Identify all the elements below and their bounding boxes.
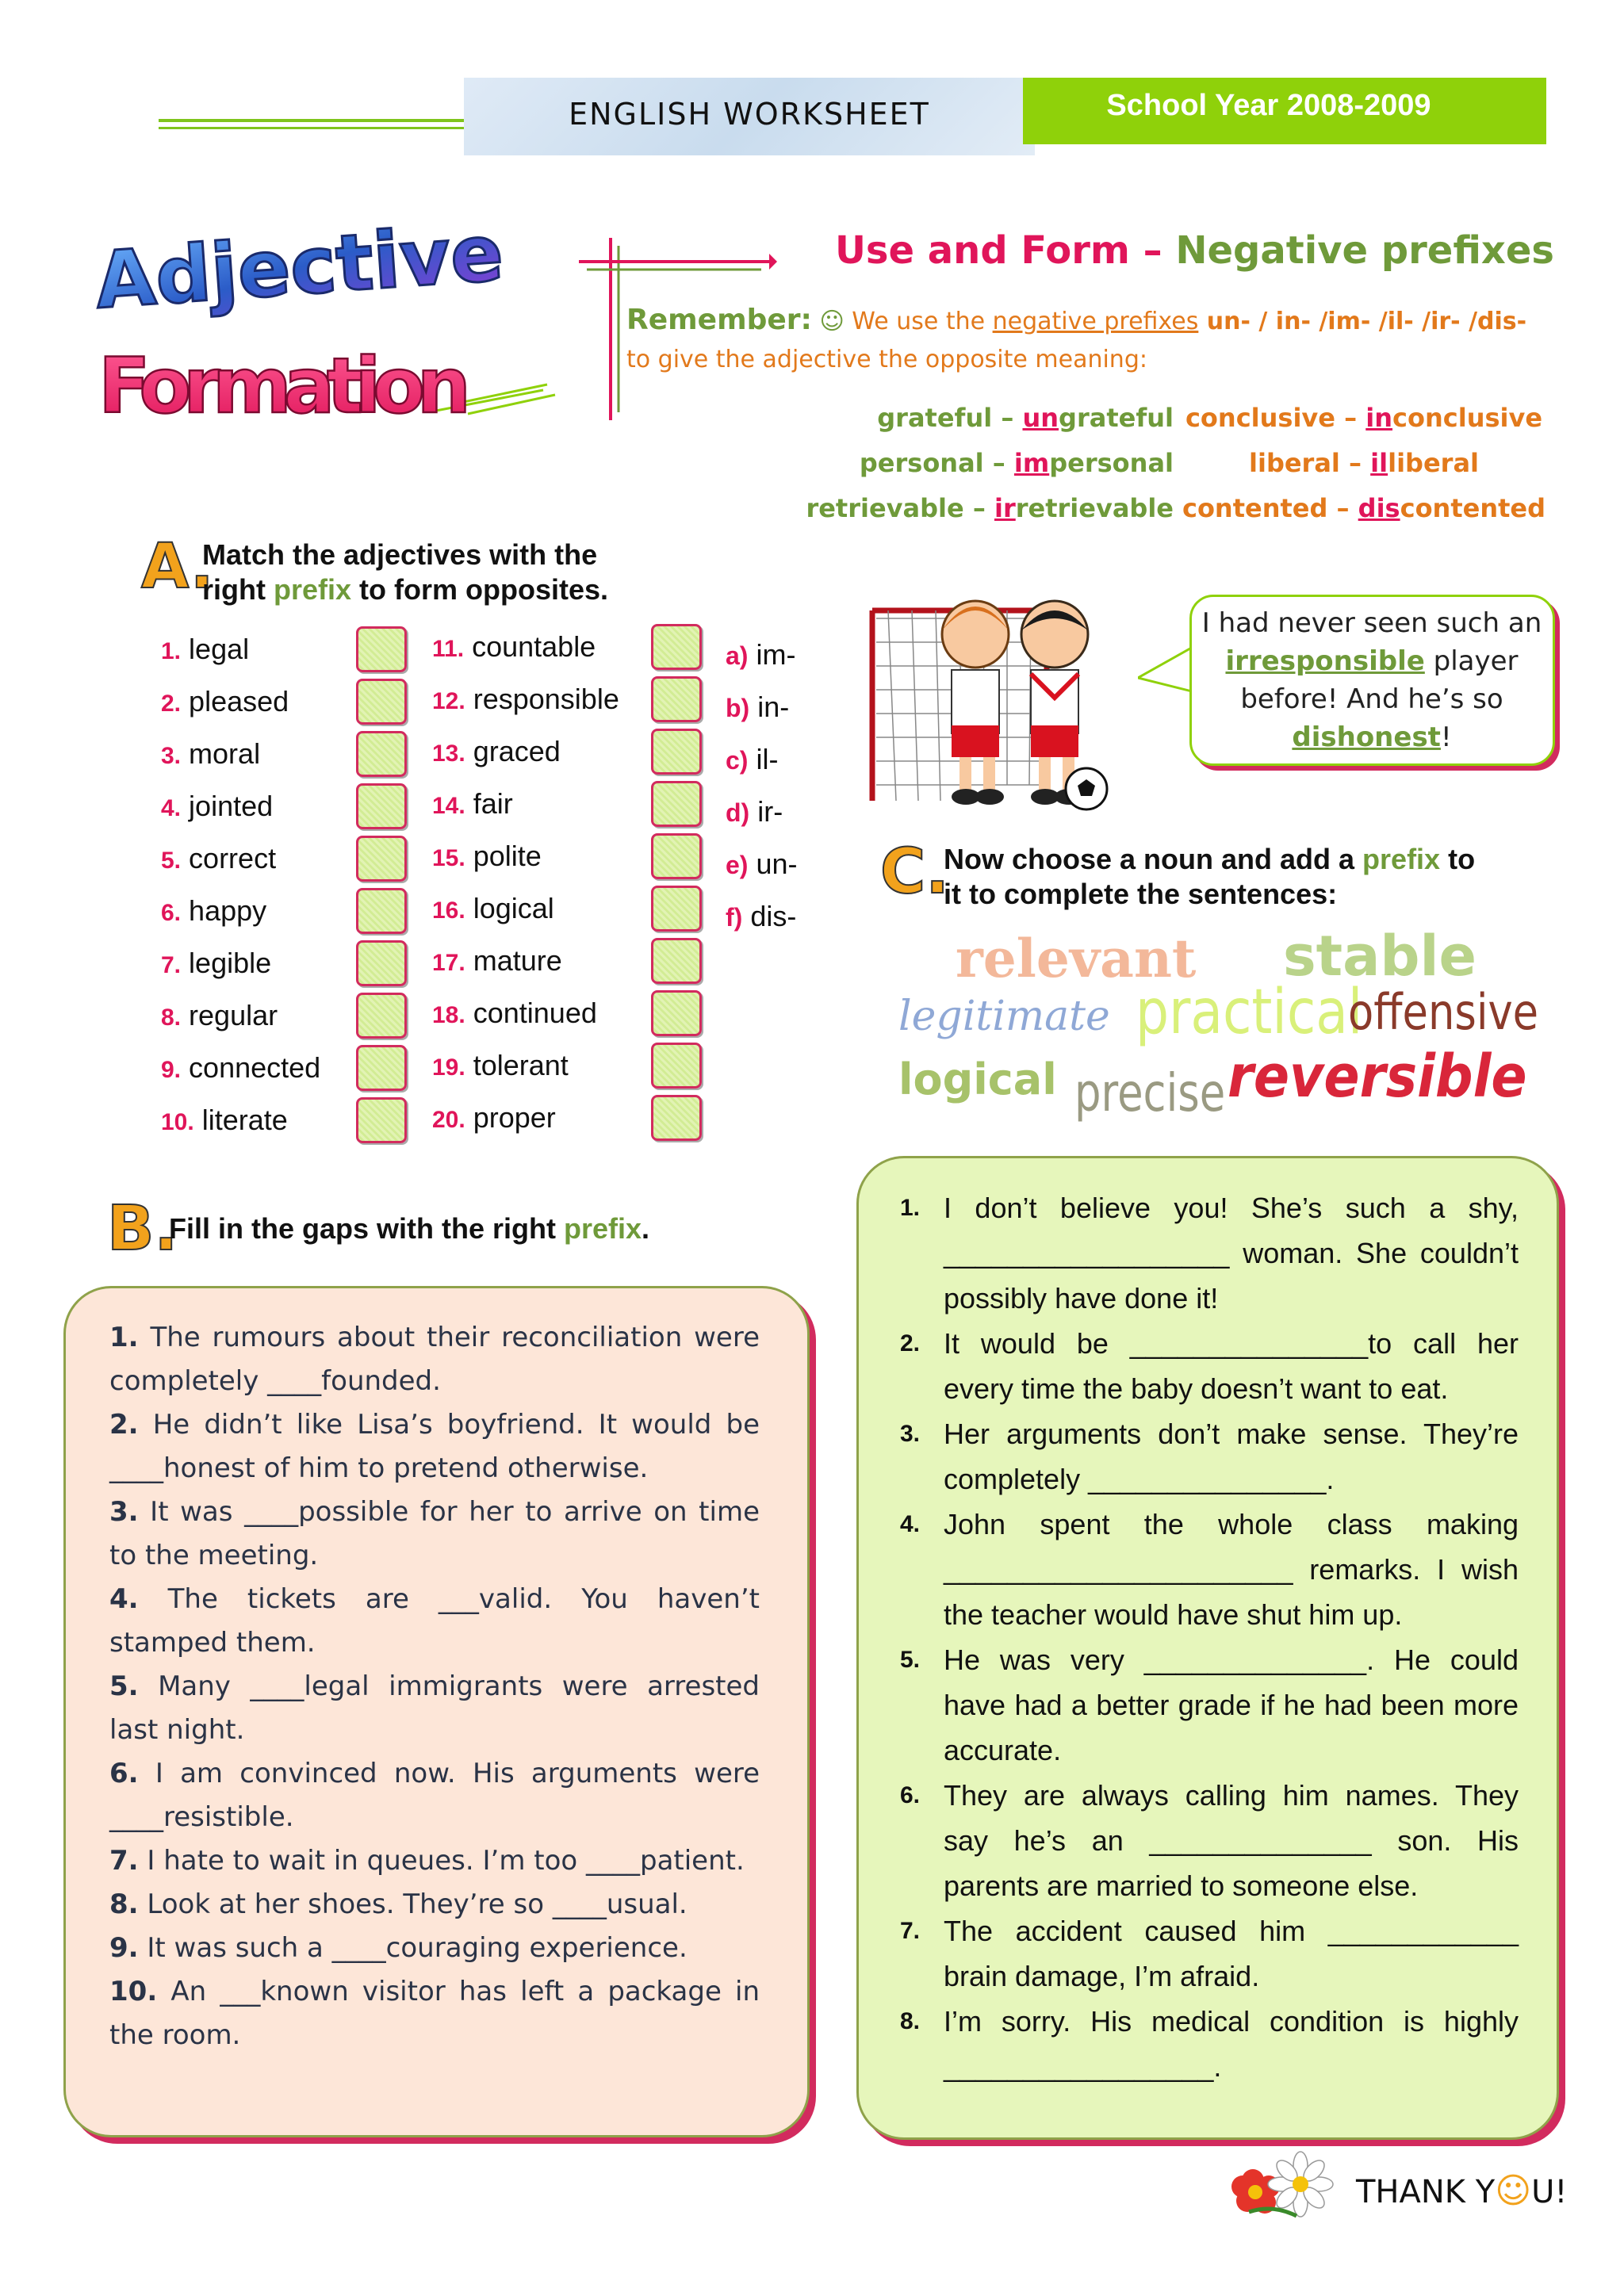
item-number: 6. (109, 1758, 139, 1789)
adjective-item (161, 999, 407, 1051)
section-a-letter: A. (141, 531, 214, 603)
item-number: 9. (109, 1932, 139, 1964)
adjective-item (161, 1104, 407, 1156)
item-number: 12. (432, 688, 465, 714)
answer-box[interactable] (651, 938, 702, 984)
adjective-item (432, 944, 702, 997)
option-letter: b) (726, 694, 750, 722)
item-number: 1. (161, 638, 182, 664)
word-precise: precise (1074, 1062, 1226, 1123)
word-stable: stable (1283, 924, 1477, 989)
prefix-option (726, 691, 845, 743)
answer-box[interactable] (651, 1095, 702, 1141)
section-c-heading: Now choose a noun and add a prefix to it to complete the sentences: (944, 843, 1476, 910)
section-b-exercises (109, 1316, 760, 2057)
answer-box[interactable] (651, 729, 702, 775)
adjective-word: happy (189, 894, 267, 927)
answer-box[interactable] (651, 624, 702, 670)
exercise-item (109, 1403, 760, 1490)
adjective-word: correct (189, 842, 277, 874)
option-prefix: in- (757, 691, 790, 723)
item-number: 3. (900, 1421, 921, 1447)
logo-word-adjective: Adjective (92, 208, 507, 327)
item-text: I don’t believe you! She’s such a shy, __________________ woman. She couldn’t possibly have done it! (944, 1192, 1519, 1314)
item-text: I’m sorry. His medical condition is highly _________________. (944, 2005, 1519, 2083)
exercise-item (109, 1839, 760, 1883)
item-number: 20. (432, 1107, 465, 1133)
exercise-item (900, 1321, 1519, 1411)
remember-note: Remember: ☺ We use the negative prefixes un- / in- /im- /il- /ir- /dis- to give the adjective the opposite meaning: (626, 304, 1527, 373)
adjective-formation-logo (87, 206, 563, 444)
item-number: 8. (109, 1888, 139, 1920)
adjective-item (161, 842, 407, 894)
adjectives-column-2 (432, 630, 702, 1154)
prefix-options (726, 638, 845, 952)
option-letter: d) (726, 798, 750, 827)
item-number: 4. (109, 1583, 139, 1615)
word-legitimate: legitimate (898, 993, 1110, 1040)
answer-box[interactable] (356, 993, 407, 1039)
section-b-heading: Fill in the gaps with the right prefix. (169, 1212, 650, 1245)
exercise-item (900, 1411, 1519, 1502)
adjective-item (161, 790, 407, 842)
answer-box[interactable] (651, 833, 702, 879)
exercise-item (109, 1883, 760, 1927)
answer-box[interactable] (651, 990, 702, 1036)
exercise-item (109, 1665, 760, 1752)
item-text: The accident caused him ____________ brain damage, I’m afraid. (944, 1915, 1519, 1992)
item-text: It would be _______________to call her every time the baby doesn’t want to eat. (944, 1327, 1519, 1405)
adjective-word: legal (189, 633, 250, 665)
school-year: School Year 2008-2009 (1106, 89, 1431, 122)
item-number: 5. (900, 1647, 921, 1673)
item-number: 2. (109, 1409, 139, 1441)
word-reversible: reversible (1228, 1043, 1527, 1111)
answer-box[interactable] (356, 1045, 407, 1091)
item-text: He was very ______________. He could have had a better grade if he had been more accurate. (944, 1644, 1519, 1766)
item-number: 16. (432, 897, 465, 924)
answer-box[interactable] (356, 783, 407, 829)
option-letter: c) (726, 746, 749, 775)
item-number: 18. (432, 1002, 465, 1028)
option-prefix: il- (756, 743, 779, 775)
item-number: 14. (432, 793, 465, 819)
prefix-option (726, 638, 845, 691)
item-number: 2. (900, 1330, 921, 1357)
item-number: 8. (161, 1004, 182, 1031)
prefix-option (726, 900, 845, 952)
option-letter: a) (726, 641, 749, 670)
item-number: 8. (900, 2008, 921, 2034)
logo-word-formation: Formation (98, 342, 471, 430)
item-number: 4. (161, 795, 182, 821)
adjective-item (432, 630, 702, 683)
kids-football-illustration (864, 587, 1182, 825)
item-number: 5. (109, 1670, 139, 1702)
adjectives-column-1 (161, 633, 407, 1156)
item-number: 10. (109, 1976, 158, 2007)
item-text: It was such a ____couraging experience. (147, 1932, 688, 1964)
answer-box[interactable] (356, 679, 407, 725)
adjective-item (161, 737, 407, 790)
adjective-word: moral (189, 737, 261, 770)
adjective-item (432, 997, 702, 1049)
adjective-word: logical (473, 892, 554, 924)
option-prefix: un- (756, 848, 798, 880)
adjective-item (432, 735, 702, 787)
item-number: 1. (109, 1322, 139, 1353)
item-text: They are always calling him names. They say he’s an ______________ son. His parents are married to someone else. (944, 1779, 1519, 1902)
exercise-item (109, 1927, 760, 1970)
answer-box[interactable] (356, 836, 407, 882)
header-rule-top (159, 119, 464, 122)
exercise-item (900, 1185, 1519, 1321)
option-letter: f) (726, 903, 743, 932)
option-prefix: dis- (750, 900, 797, 932)
thank-you-note: THANK Y☺U! (1356, 2171, 1568, 2211)
exercise-item (109, 1970, 760, 2057)
item-number: 7. (109, 1845, 139, 1877)
item-number: 7. (161, 952, 182, 978)
section-a-heading: Match the adjectives with the right prefix to form opposites. (202, 538, 609, 606)
section-c-exercises (900, 1185, 1519, 2089)
section-b-letter: B. (107, 1193, 178, 1265)
adjective-item (432, 787, 702, 840)
adjective-word: fair (473, 787, 513, 820)
item-number: 11. (432, 636, 465, 662)
use-form-title: Use and Form – Negative prefixes (834, 228, 1554, 273)
answer-box[interactable] (356, 940, 407, 986)
header-rule-bottom (159, 127, 464, 129)
item-number: 5. (161, 848, 182, 874)
adjective-word: continued (473, 997, 597, 1029)
adjective-item (161, 633, 407, 685)
section-c-letter: C. (880, 836, 949, 908)
item-text: Look at her shoes. They’re so ____usual. (147, 1888, 688, 1920)
item-number: 15. (432, 845, 465, 871)
item-number: 9. (161, 1057, 182, 1083)
answer-box[interactable] (356, 626, 407, 672)
item-number: 3. (161, 743, 182, 769)
flowers-icon (1225, 2149, 1336, 2220)
item-number: 7. (900, 1918, 921, 1944)
prefix-examples-left: grateful – ungrateful personal – impersonal retrievable – irretrievable (806, 403, 1174, 523)
adjective-word: legible (189, 947, 272, 979)
option-prefix: ir- (757, 795, 783, 828)
answer-box[interactable] (356, 1097, 407, 1143)
adjective-item (432, 1101, 702, 1154)
answer-box[interactable] (651, 781, 702, 827)
word-offensive: offensive (1348, 983, 1539, 1041)
smiley-icon: ☺ (819, 308, 845, 335)
item-text: He didn’t like Lisa’s boyfriend. It would be ____honest of him to pretend otherwise. (109, 1409, 760, 1484)
item-number: 13. (432, 740, 465, 767)
item-text: John spent the whole class making ______________________ remarks. I wish the teacher would have shut him up. (944, 1508, 1519, 1631)
adjective-item (432, 840, 702, 892)
prefix-examples-right: conclusive – inconclusive liberal – illiberal contented – discontented (1182, 403, 1546, 523)
speech-bubble-text: I had never seen such an irresponsible player before! And he’s so dishonest! (1201, 607, 1542, 753)
prefix-option (726, 795, 845, 848)
exercise-item (900, 1908, 1519, 1999)
exercise-item (900, 1773, 1519, 1908)
adjective-item (161, 1051, 407, 1104)
item-number: 3. (109, 1496, 139, 1528)
worksheet-title: ENGLISH WORKSHEET (569, 97, 930, 132)
item-text: An ___known visitor has left a package in the room. (109, 1976, 760, 2051)
item-number: 6. (161, 900, 182, 926)
adjective-word: pleased (189, 685, 289, 718)
exercise-item (109, 1578, 760, 1665)
item-number: 6. (900, 1782, 921, 1808)
item-text: I am convinced now. His arguments were ____resistible. (109, 1758, 760, 1833)
exercise-item (900, 1637, 1519, 1773)
item-text: It was ____possible for her to arrive on time to the meeting. (109, 1496, 760, 1571)
adjective-word: literate (201, 1104, 288, 1136)
negative-prefixes-link: negative prefixes (992, 308, 1199, 335)
exercise-item (109, 1752, 760, 1839)
adjective-word: regular (189, 999, 278, 1031)
option-letter: e) (726, 851, 749, 879)
answer-box[interactable] (651, 676, 702, 722)
word-logical: logical (898, 1054, 1057, 1104)
smiley-icon: ☺ (1495, 2171, 1532, 2211)
word-practical: practical (1136, 977, 1363, 1048)
word-relevant: relevant (956, 928, 1197, 989)
item-number: 1. (900, 1195, 921, 1221)
item-number: 2. (161, 691, 182, 717)
adjective-word: mature (473, 944, 562, 977)
adjective-item (161, 685, 407, 737)
adjective-word: proper (473, 1101, 556, 1134)
adjective-word: polite (473, 840, 542, 872)
adjective-word: connected (189, 1051, 321, 1084)
item-number: 19. (432, 1054, 465, 1081)
adjective-item (161, 894, 407, 947)
adjective-word: responsible (473, 683, 619, 715)
exercise-item (109, 1316, 760, 1403)
adjective-item (161, 947, 407, 999)
exercise-item (109, 1490, 760, 1578)
adjective-item (432, 1049, 702, 1101)
adjective-item (432, 892, 702, 944)
item-text: I hate to wait in queues. I’m too ____patient. (147, 1845, 745, 1877)
exercise-item (900, 1502, 1519, 1637)
adjective-word: graced (473, 735, 561, 767)
option-prefix: im- (756, 638, 796, 671)
item-text: Many ____legal immigrants were arrested last night. (109, 1670, 760, 1746)
answer-box[interactable] (651, 1043, 702, 1089)
answer-box[interactable] (651, 886, 702, 932)
prefix-option (726, 743, 845, 795)
item-number: 4. (900, 1511, 921, 1537)
item-text: Her arguments don’t make sense. They’re completely _______________. (944, 1418, 1519, 1495)
adjective-word: jointed (189, 790, 274, 822)
item-text: The tickets are ___valid. You haven’t stamped them. (109, 1583, 760, 1659)
item-number: 10. (161, 1109, 194, 1135)
item-text: The rumours about their reconciliation were completely ____founded. (109, 1322, 760, 1397)
adjective-word: countable (472, 630, 596, 663)
prefix-option (726, 848, 845, 900)
answer-box[interactable] (356, 888, 407, 934)
exercise-item (900, 1999, 1519, 2089)
adjective-item (432, 683, 702, 735)
answer-box[interactable] (356, 731, 407, 777)
adjective-word: tolerant (473, 1049, 569, 1081)
item-number: 17. (432, 950, 465, 976)
